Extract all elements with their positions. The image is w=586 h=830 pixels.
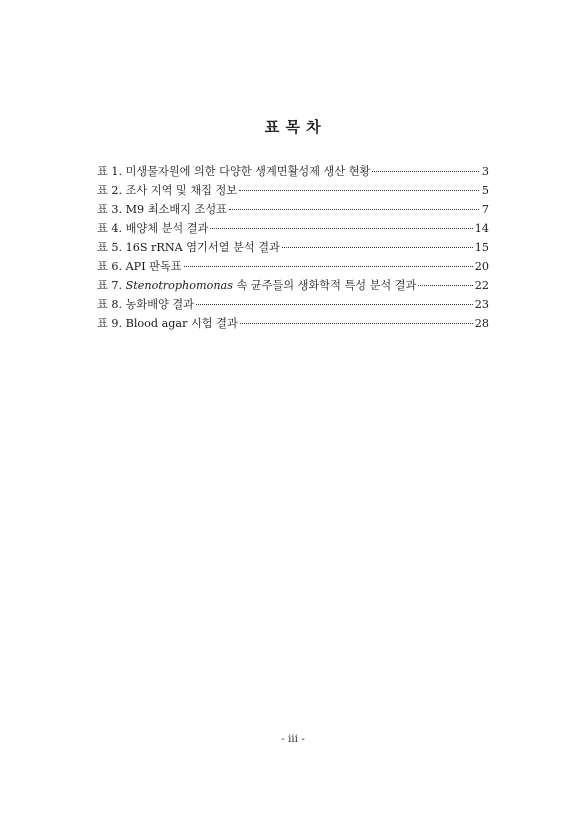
dot-leader (239, 190, 479, 191)
page-number-footer: - iii - (281, 733, 305, 745)
toc-entry-label (97, 258, 182, 274)
toc-entry-label (97, 277, 416, 293)
toc-entry-page: 14 (474, 222, 489, 235)
toc-entry-title: Blood agar 시험 결과 (125, 317, 238, 330)
dot-leader (240, 323, 473, 324)
toc-entry-number: 표 7. (97, 279, 126, 292)
toc-entry-title: 농화배양 결과 (125, 298, 194, 311)
toc-entry-label (97, 201, 227, 217)
toc-entry-title: 미생물자원에 의한 다양한 생계면활성제 생산 현황 (125, 165, 371, 178)
dot-leader (418, 285, 472, 286)
toc-entry-page: 23 (474, 298, 489, 311)
toc-entry-page: 22 (474, 279, 489, 292)
toc-entry-label (97, 182, 237, 198)
toc-entry-number: 표 4. (97, 222, 126, 235)
toc-entry-italic: Stenotrophomonas (125, 279, 233, 292)
dot-leader (210, 228, 472, 229)
toc-entry-title: 속 균주들의 생화학적 특성 분석 결과 (232, 279, 417, 292)
toc-entry (97, 277, 489, 296)
toc-entry (97, 315, 489, 334)
dot-leader (184, 266, 473, 267)
toc-entry-number: 표 8. (97, 298, 126, 311)
toc-entry-page: 7 (481, 203, 489, 216)
toc-entry (97, 163, 489, 182)
toc-entry-number: 표 2. (97, 184, 126, 197)
toc-entry (97, 220, 489, 239)
dot-leader (196, 304, 473, 305)
toc-entry (97, 182, 489, 201)
toc-entry-number: 표 9. (97, 317, 126, 330)
toc-entry-page: 15 (474, 241, 489, 254)
dot-leader (229, 209, 479, 210)
toc-entry-number: 표 5. (97, 241, 126, 254)
page-title: 표 목 차 (264, 118, 322, 136)
dot-leader (372, 171, 479, 172)
toc-entry-page: 20 (474, 260, 489, 273)
toc-entry (97, 258, 489, 277)
toc-entry-page: 3 (481, 165, 489, 178)
table-of-contents (97, 163, 489, 334)
toc-entry-number: 표 3. (97, 203, 126, 216)
toc-entry-page: 5 (481, 184, 489, 197)
toc-entry-title: 조사 지역 및 채집 정보 (125, 184, 238, 197)
toc-entry (97, 296, 489, 315)
toc-entry-page: 28 (474, 317, 489, 330)
toc-entry-label (97, 239, 280, 255)
toc-entry (97, 239, 489, 258)
toc-entry-label (97, 163, 370, 179)
toc-entry-label (97, 315, 238, 331)
toc-entry (97, 201, 489, 220)
toc-entry-label (97, 220, 208, 236)
toc-entry-title: 16S rRNA 염기서열 분석 결과 (125, 241, 280, 254)
toc-entry-title: API 판독표 (125, 260, 182, 273)
toc-entry-number: 표 1. (97, 165, 126, 178)
dot-leader (282, 247, 473, 248)
toc-entry-number: 표 6. (97, 260, 126, 273)
toc-entry-title: 배양체 분석 결과 (125, 222, 209, 235)
toc-entry-title: M9 최소배지 조성표 (125, 203, 227, 216)
toc-entry-label (97, 296, 194, 312)
